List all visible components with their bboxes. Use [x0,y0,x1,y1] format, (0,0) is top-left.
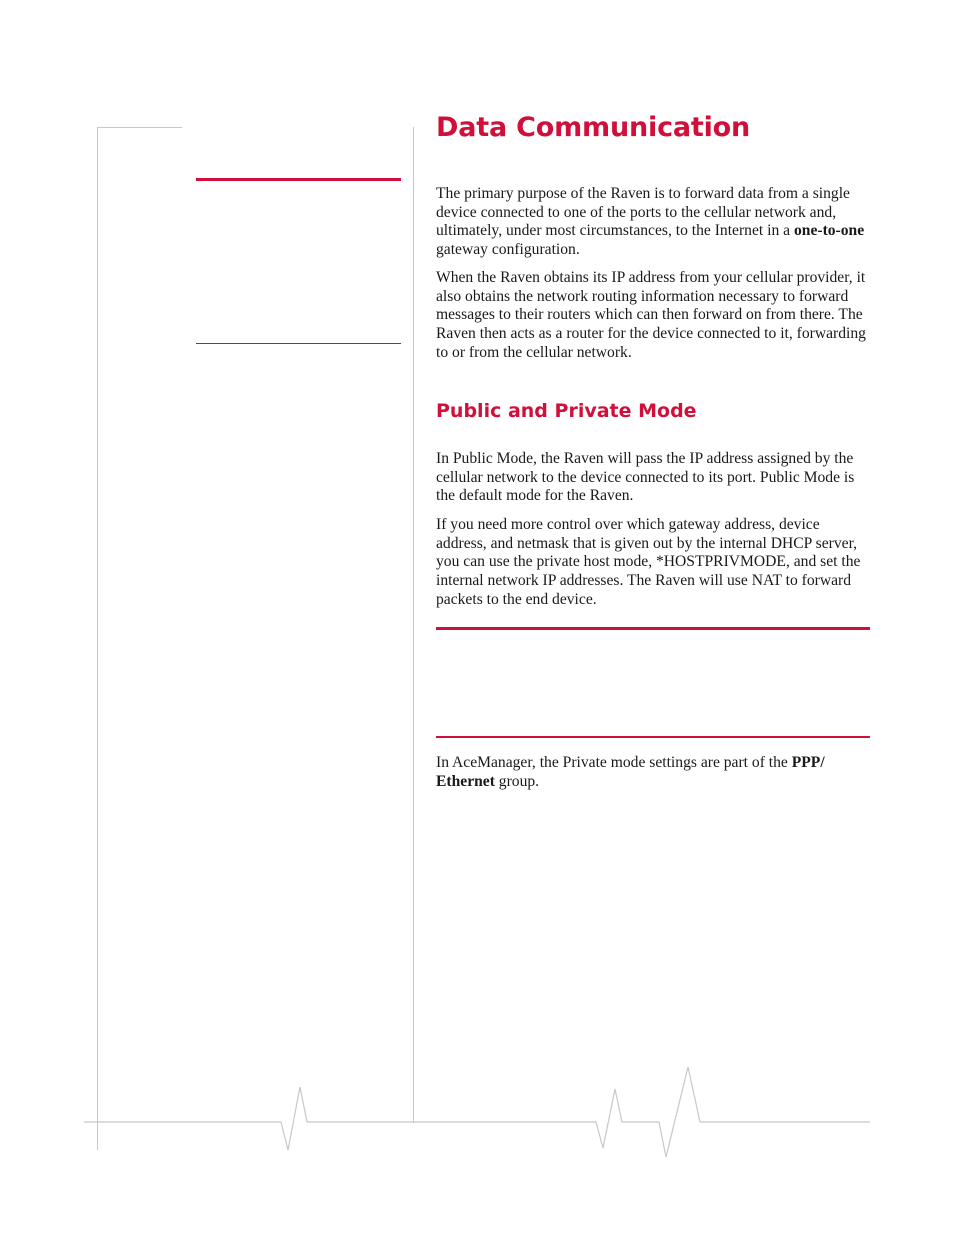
section-paragraph-2: If you need more control over which gateway address, device address, and netmask that is given out by the internal DHCP server, you can use the private host mode, *HOSTPRIVMODE, and set the internal network IP addresses. The Raven will use NAT to forward packets to the end device. [436,516,861,608]
section-paragraph-1: In Public Mode, the Raven will pass the IP address assigned by the cellular network to the device connected to its port. Public Mode is the default mode for the Raven. [436,450,855,505]
section-paragraph-3: In AceManager, the Private mode settings are part of the PPP/ Ethernet group. [436,754,825,790]
intro-paragraph-2: When the Raven obtains its IP address from your cellular provider, it also obtains the network routing information necessary to forward messages to their routers which can then forward on from there. The Raven then acts as a router for the device connected to it, forwarding to or from the cellular network. [436,269,866,361]
one-to-one-term: one-to-one [793,222,865,240]
section-heading: Public and Private Mode [436,400,697,422]
intro-paragraph-1: The primary purpose of the Raven is to forward data from a single device connected to one of the ports to the cellular network and, ultimately, under most circumstances, to the Internet in a one-to-one gateway configuration. [436,185,865,259]
page-title: Data Communication [436,112,751,143]
ppp-ethernet-term: PPP/ Ethernet [436,754,825,790]
